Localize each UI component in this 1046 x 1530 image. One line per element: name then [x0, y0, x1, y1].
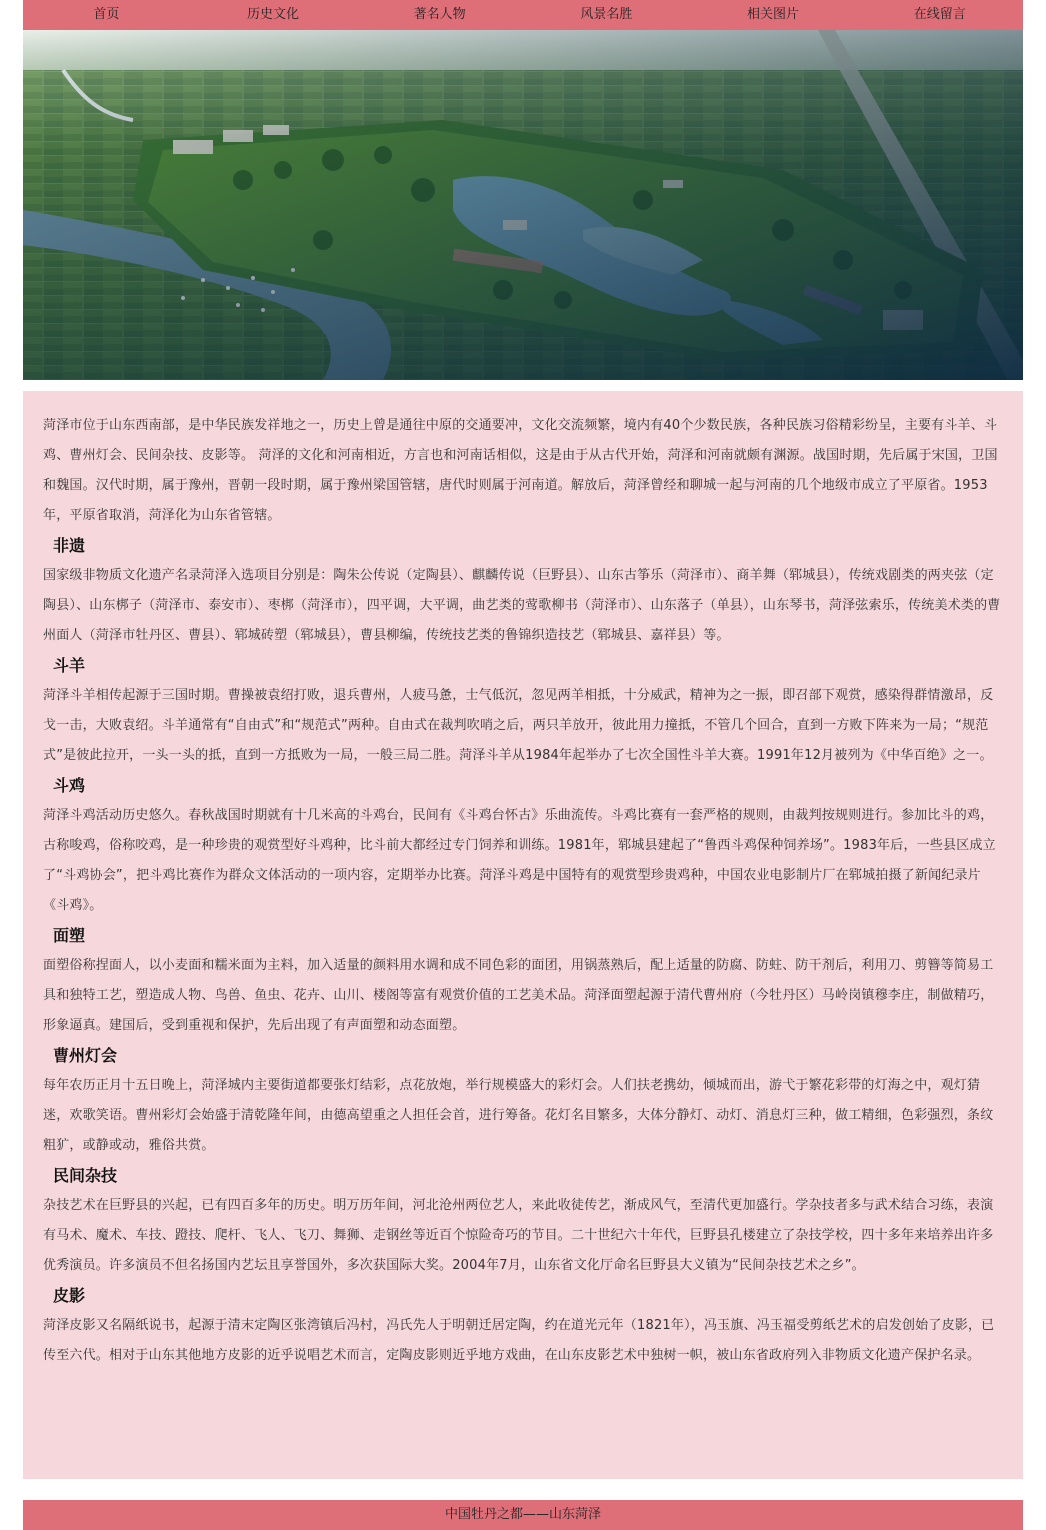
top-nav — [23, 0, 1023, 30]
section-text-dough-sculpture: 面塑俗称捏面人，以小麦面和糯米面为主料，加入适量的颜料用水调和成不同色彩的面团，用锅蒸熟后，配上适量的防腐、防蛀、防干剂后，利用刀、剪簪等简易工具和独特工艺，塑造成人物、鸟兽、鱼虫、花卉、山川、楼阁等富有观赏价值的工艺美术品。菏泽面塑起源于清代曹州府（今牡丹区）马岭岗镇穆李庄，制做精巧，形象逼真。建国后，受到重视和保护，先后出现了有声面塑和动态面塑。 — [43, 958, 994, 1033]
nav-history-culture[interactable]: 历史文化 — [247, 7, 300, 22]
section-text-shadow-puppetry: 菏泽皮影又名隔纸说书，起源于清末定陶区张湾镇后冯村，冯氏先人于明朝迁居定陶，约在道光元年（1821年），冯玉旗、冯玉福受剪纸艺术的启发创始了皮影，已传至六代。相对于山东其他地方皮影的近乎说唱艺术而言，定陶皮影则近乎地方戏曲，在山东皮影艺术中独树一帜，被山东省政府列入非物质文化遗产保护名录。 — [43, 1318, 995, 1363]
section-text-intangible-heritage: 国家级非物质文化遗产名录菏泽入选项目分别是：陶朱公传说（定陶县）、麒麟传说（巨野县）、山东古筝乐（菏泽市）、商羊舞（郓城县），传统戏剧类的两夹弦（定陶县）、山东梆子（菏泽市、泰安市）、枣梆（菏泽市），四平调，大平调，曲艺类的莺歌柳书（菏泽市）、山东落子（单县），山东琴书，菏泽弦索乐，传统美术类的曹州面人（菏泽市牡丹区、曹县）、郓城砖塑（郓城县），曹县柳编，传统技艺类的鲁锦织造技艺（郓城县、嘉祥县）等。 — [43, 568, 1001, 643]
nav-famous-people[interactable]: 著名人物 — [413, 7, 466, 22]
section-title-dough-sculpture: 面塑 — [53, 926, 86, 945]
footer — [23, 1500, 1023, 1530]
section-text-cockfighting: 菏泽斗鸡活动历史悠久。春秋战国时期就有十几米高的斗鸡台，民间有《斗鸡台怀古》乐曲流传。斗鸡比赛有一套严格的规则，由裁判按规则进行。参加比斗的鸡，古称唆鸡，俗称咬鸡，是一种珍贵的观赏型好斗鸡种，比斗前大都经过专门饲养和训练。1981年，郓城县建起了“鲁西斗鸡保种饲养场”。1983年后，一些县区成立了“斗鸡协会”，把斗鸡比赛作为群众文体活动的一项内容，定期举办比赛。菏泽斗鸡是中国特有的观赏型珍贵鸡种，中国农业电影制片厂在郓城拍摄了新闻纪录片《斗鸡》。 — [43, 808, 996, 913]
nav-related-pictures[interactable]: 相关图片 — [747, 7, 800, 22]
nav-home[interactable]: 首页 — [93, 7, 120, 22]
section-text-lantern-festival: 每年农历正月十五日晚上，菏泽城内主要街道都要张灯结彩，点花放炮，举行规模盛大的彩灯会。人们扶老携幼，倾城而出，游弋于繁花彩带的灯海之中，观灯猜迷，欢歌笑语。曹州彩灯会始盛于清乾隆年间，由德高望重之人担任会首，进行筹备。花灯名目繁多，大体分静灯、动灯、消息灯三种，做工精细，色彩强烈，条纹粗犷，或静或动，雅俗共赏。 — [43, 1078, 994, 1153]
nav-scenic-spots[interactable]: 风景名胜 — [580, 7, 633, 22]
main-content — [23, 391, 1023, 1479]
section-title-cockfighting: 斗鸡 — [53, 776, 86, 795]
section-title-shadow-puppetry: 皮影 — [53, 1286, 86, 1305]
banner-aerial-park-image — [23, 30, 1023, 380]
footer-text: 中国牡丹之都——山东菏泽 — [444, 1507, 601, 1522]
section-text-folk-acrobatics: 杂技艺术在巨野县的兴起，已有四百多年的历史。明万历年间，河北沧州两位艺人，来此收徒传艺，渐成风气，至清代更加盛行。学杂技者多与武术结合习练，表演有马术、魔术、车技、蹬技、爬杆、飞人、飞刀、舞狮、走钢丝等近百个惊险奇巧的节目。二十世纪六十年代，巨野县孔楼建立了杂技学校，四十多年来培养出许多优秀演员。许多演员不但名扬国内艺坛且享誉国外，多次获国际大奖。2004年7月，山东省文化厅命名巨野县大义镇为“民间杂技艺术之乡”。 — [43, 1198, 994, 1273]
nav-online-message[interactable]: 在线留言 — [913, 7, 966, 22]
section-title-folk-acrobatics: 民间杂技 — [53, 1166, 118, 1185]
section-title-intangible-heritage: 非遗 — [53, 536, 86, 555]
section-text-sheep-fighting: 菏泽斗羊相传起源于三国时期。曹操被袁绍打败，退兵曹州，人疲马惫，士气低沉，忽见两羊相抵，十分威武，精神为之一振，即召部下观赏，感染得群情激昂，反戈一击，大败袁绍。斗羊通常有“自由式”和“规范式”两种。自由式在裁判吹哨之后，两只羊放开，彼此用力撞抵，不管几个回合，直到一方败下阵来为一局；“规范式”是彼此拉开，一头一头的抵，直到一方抵败为一局，一般三局二胜。菏泽斗羊从1984年起举办了七次全国性斗羊大赛。1991年12月被列为《中华百绝》之一。 — [43, 688, 994, 763]
section-title-lantern-festival: 曹州灯会 — [53, 1046, 118, 1065]
section-title-sheep-fighting: 斗羊 — [53, 656, 86, 675]
intro-paragraph: 菏泽市位于山东西南部，是中华民族发祥地之一，历史上曾是通往中原的交通要冲，文化交流频繁，境内有40个少数民族，各种民族习俗精彩纷呈，主要有斗羊、斗鸡、曹州灯会、民间杂技、皮影等。 菏泽的文化和河南相近，方言也和河南话相似，这是由于从古代开始，菏泽和河南就颇有渊源。战国时期，先后属于宋国，卫国和魏国。汉代时期，属于豫州，晋朝一段时期，属于豫州梁国管辖，唐代时则属于河南道。解放后，菏泽曾经和聊城一起与河南的几个地级市成立了平原省。1953年，平原省取消，菏泽化为山东省管辖。 — [43, 418, 998, 523]
